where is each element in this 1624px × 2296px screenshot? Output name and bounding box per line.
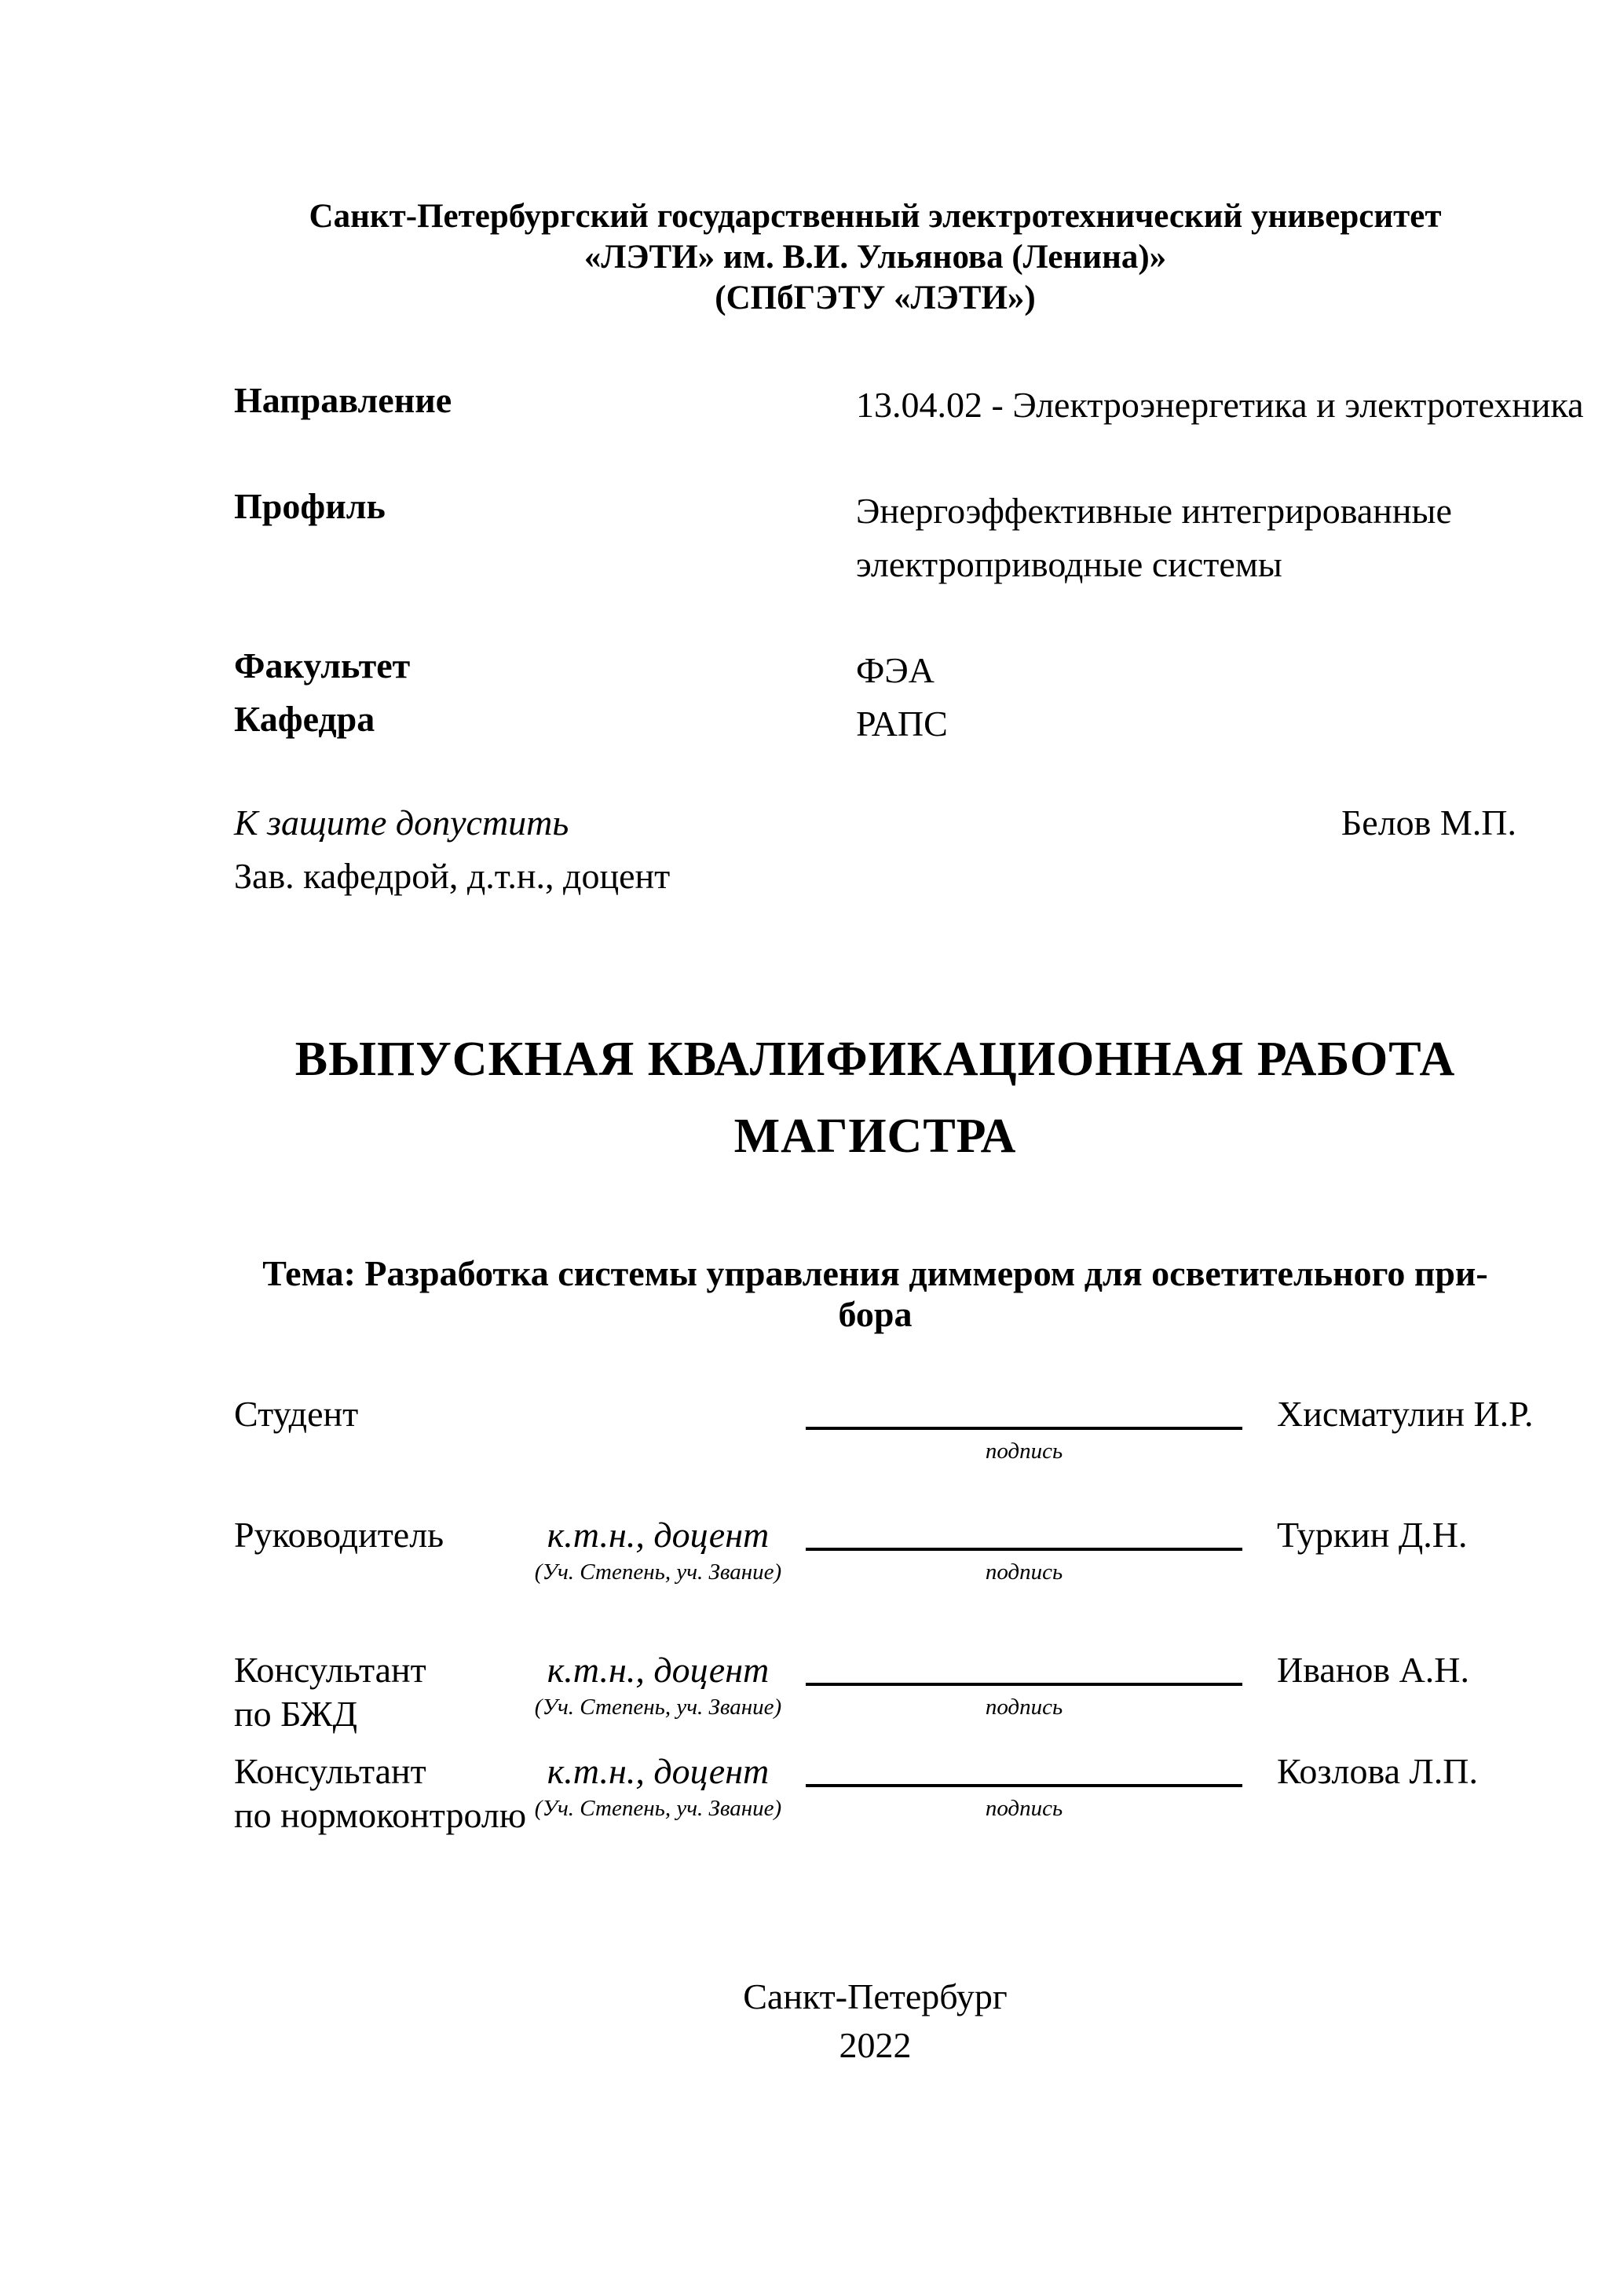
degree-label: к.т.н., доцент bbox=[547, 1751, 770, 1791]
signature-line bbox=[806, 1513, 1242, 1551]
profile-label: Профиль bbox=[234, 486, 386, 526]
role-label-line2: по нормоконтролю bbox=[234, 1795, 527, 1835]
degree-label: к.т.н., доцент bbox=[547, 1650, 770, 1690]
profile-value-line1: Энергоэффективные интегрированные bbox=[856, 491, 1452, 531]
faculty-label: Факультет bbox=[234, 645, 411, 686]
work-title-line2: МАГИСТРА bbox=[733, 1110, 1017, 1163]
university-name-line1: Санкт-Петербургский государственный электротехнический университет bbox=[309, 198, 1442, 235]
profile-value bbox=[856, 484, 1452, 591]
person-name: Козлова Л.П. bbox=[1277, 1751, 1478, 1791]
signature-line bbox=[806, 1392, 1242, 1430]
permit-to-defense-label: К защите допустить bbox=[234, 803, 569, 843]
theme-line2: бора bbox=[838, 1294, 913, 1334]
footer-year: 2022 bbox=[839, 2025, 912, 2065]
person-name: Хисматулин И.Р. bbox=[1277, 1394, 1534, 1434]
university-abbreviation: (СПбГЭТУ «ЛЭТИ») bbox=[715, 280, 1036, 316]
direction-value: 13.04.02 - Электроэнергетика и электротехника bbox=[856, 385, 1584, 425]
person-name: Туркин Д.Н. bbox=[1277, 1515, 1468, 1555]
department-head-title: Зав. кафедрой, д.т.н., доцент bbox=[234, 856, 671, 896]
profile-value-line2: электроприводные системы bbox=[856, 544, 1282, 584]
footer bbox=[234, 1972, 1516, 2070]
department-label: Кафедра bbox=[234, 699, 375, 739]
university-header bbox=[234, 196, 1516, 319]
role-label: Руководитель bbox=[234, 1515, 444, 1555]
degree-caption: (Уч. Степень, уч. Звание) bbox=[534, 1559, 782, 1585]
university-name-line2: «ЛЭТИ» им. В.И. Ульянова (Ленина)» bbox=[583, 239, 1167, 276]
degree-caption: (Уч. Степень, уч. Звание) bbox=[534, 1695, 782, 1720]
faculty-value: ФЭА bbox=[856, 650, 935, 690]
footer-city: Санкт-Петербург bbox=[743, 1976, 1008, 2016]
signature-line bbox=[806, 1749, 1242, 1787]
role-label-line2: по БЖД bbox=[234, 1694, 357, 1734]
signature-caption: подпись bbox=[985, 1559, 1063, 1585]
degree-label: к.т.н., доцент bbox=[547, 1515, 770, 1555]
role-label-line1: Консультант bbox=[234, 1650, 426, 1690]
role-label-line1: Консультант bbox=[234, 1751, 426, 1791]
role-label bbox=[234, 1749, 526, 1837]
person-name: Иванов А.Н. bbox=[1277, 1650, 1470, 1690]
degree-caption: (Уч. Степень, уч. Звание) bbox=[534, 1796, 782, 1821]
role-label bbox=[234, 1648, 426, 1736]
signature-line bbox=[806, 1648, 1242, 1686]
theme-block bbox=[234, 1253, 1516, 1335]
signature-caption: подпись bbox=[985, 1796, 1063, 1821]
department-head-name: Белов М.П. bbox=[1341, 803, 1516, 843]
theme-line1: Тема: Разработка системы управления диммером для осветительного при- bbox=[262, 1253, 1488, 1293]
direction-label: Направление bbox=[234, 380, 452, 420]
work-title bbox=[234, 1021, 1516, 1175]
department-value: РАПС bbox=[856, 704, 948, 744]
role-label: Студент bbox=[234, 1394, 359, 1434]
work-title-line1: ВЫПУСКНАЯ КВАЛИФИКАЦИОННАЯ РАБОТА bbox=[294, 1033, 1456, 1086]
signature-caption: подпись bbox=[985, 1439, 1063, 1464]
signature-caption: подпись bbox=[985, 1695, 1063, 1720]
